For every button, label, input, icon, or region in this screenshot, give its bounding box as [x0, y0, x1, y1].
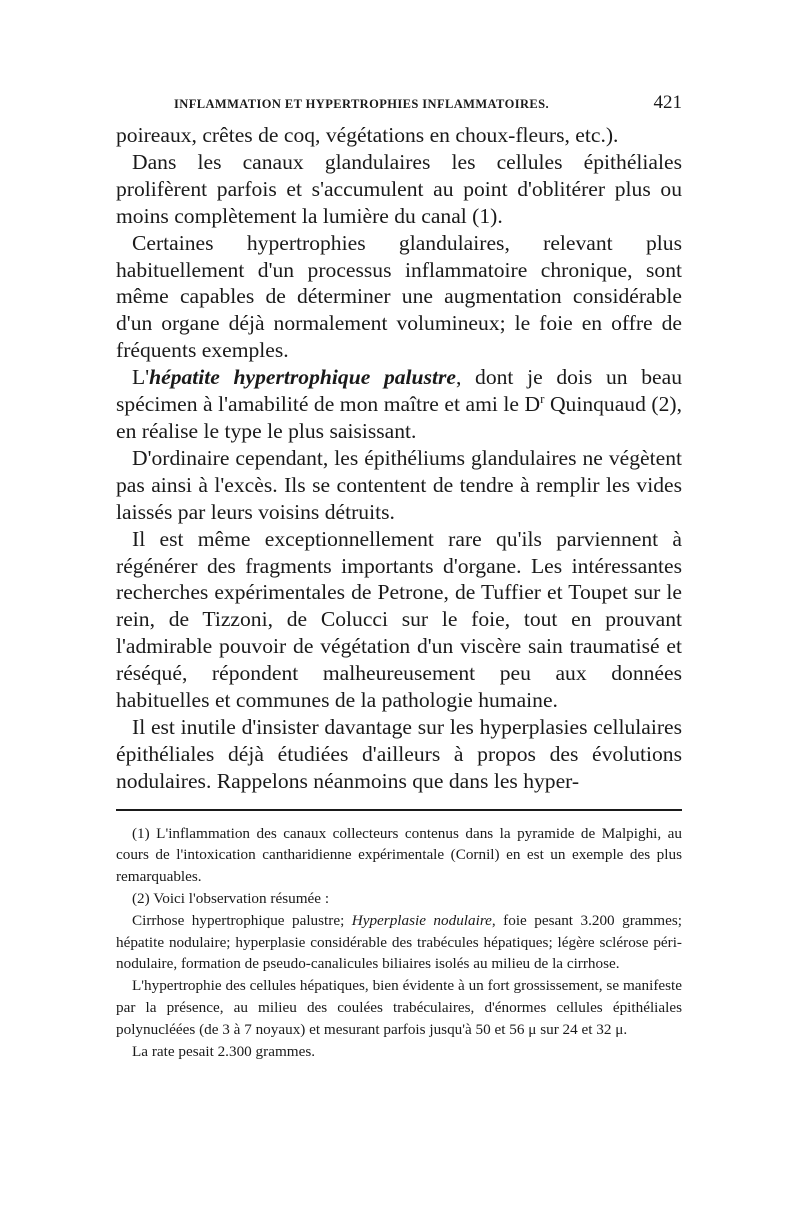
paragraph-glandular-hypertrophies: Certaines hypertrophies glandulaires, relevant plus habituellement d'un processus inflammatoire chronique, sont même capables de déterminer une augmentation considérable d'un organe déjà normalement volumineux; le foie en offre de fréquents exemples. [116, 230, 682, 363]
footnote-rule [116, 809, 682, 811]
footnote-2: (2) Voici l'observation résumée : [132, 890, 330, 908]
text-run: Cirrhose hypertrophique palustre; [132, 911, 352, 929]
running-head [174, 92, 682, 122]
footnote-1: (1) L'inflammation des canaux collecteurs contenus dans la pyramide de Malpighi, au cours de l'intoxication cantharidienne expérimentale (Cornil) en est un exemple des plus remarquables. [116, 824, 682, 886]
footnote-2-spleen: La rate pesait 2.300 grammes. [132, 1042, 316, 1060]
footnotes [116, 823, 682, 1063]
italic-term: hépatite hypertrophique palustre [149, 365, 456, 390]
paragraph-epitheliums: D'ordinaire cependant, les épithéliums glandulaires ne végètent pas ainsi à l'excès. Ils se contentent de tendre à remplir les vides laissés par leurs voisins détruits. [116, 445, 682, 524]
main-text [116, 122, 682, 795]
text-run: , dont je dois un beau spécimen à l'amabilité de mon maître et ami le D [116, 365, 683, 417]
paragraph-hepatite [116, 364, 682, 445]
paragraph-continued: poireaux, crêtes de coq, végétations en choux-fleurs, etc.). [116, 123, 619, 147]
italic-term: Hyperplasie nodulaire [351, 911, 492, 929]
text-run: Quinquaud (2), en réalise le type le plus saisissant. [116, 392, 682, 443]
footnote-2-hypertrophy: L'hypertrophie des cellules hépatiques, bien évidente à un fort grossissement, se manifeste par la présence, au milieu des coulées trabéculaires, d'énormes cellules épithéliales polynucléées (de 3 à 7 noyaux) et mesurant parfois jusqu'à 50 et 56 μ sur 24 et 32 μ. [116, 977, 682, 1038]
running-title: INFLAMMATION ET HYPERTROPHIES INFLAMMATOIRES. [174, 97, 550, 111]
book-page [116, 92, 682, 1062]
text-run: L' [132, 365, 150, 390]
footnote-2-summary [116, 910, 682, 975]
paragraph-regeneration: Il est même exceptionnellement rare qu'ils parviennent à régénérer des fragments importants d'organe. Les intéressantes recherches expérimentales de Petrone, de Tuffier et Toupet sur le rein, de Tizzoni, de Colucci sur le foie, tout en prouvant l'admirable pouvoir de végétation d'un viscère sain traumatisé et réséqué, répondent malheureusement peu aux données habituelles et communes de la pathologie humaine. [116, 526, 682, 713]
paragraph-hyperplasies: Il est inutile d'insister davantage sur les hyperplasies cellulaires épithéliales déjà étudiées d'ailleurs à propos des évolutions nodulaires. Rappelons néanmoins que dans les hyper- [116, 714, 682, 793]
superscript: r [540, 390, 545, 406]
text-run: , foie pesant 3.200 grammes; hépatite nodulaire; hyperplasie considérable des trabécules hépatiques; légère sclérose péri-nodulaire, formation de pseudo-canalicules biliaires isolés au milieu de la cirrhose. [116, 911, 682, 973]
page-number: 421 [653, 92, 682, 113]
paragraph-glandular-canals: Dans les canaux glandulaires les cellules épithéliales prolifèrent parfois et s'accumulent au point d'oblitérer plus ou moins complètement la lumière du canal (1). [116, 149, 682, 228]
